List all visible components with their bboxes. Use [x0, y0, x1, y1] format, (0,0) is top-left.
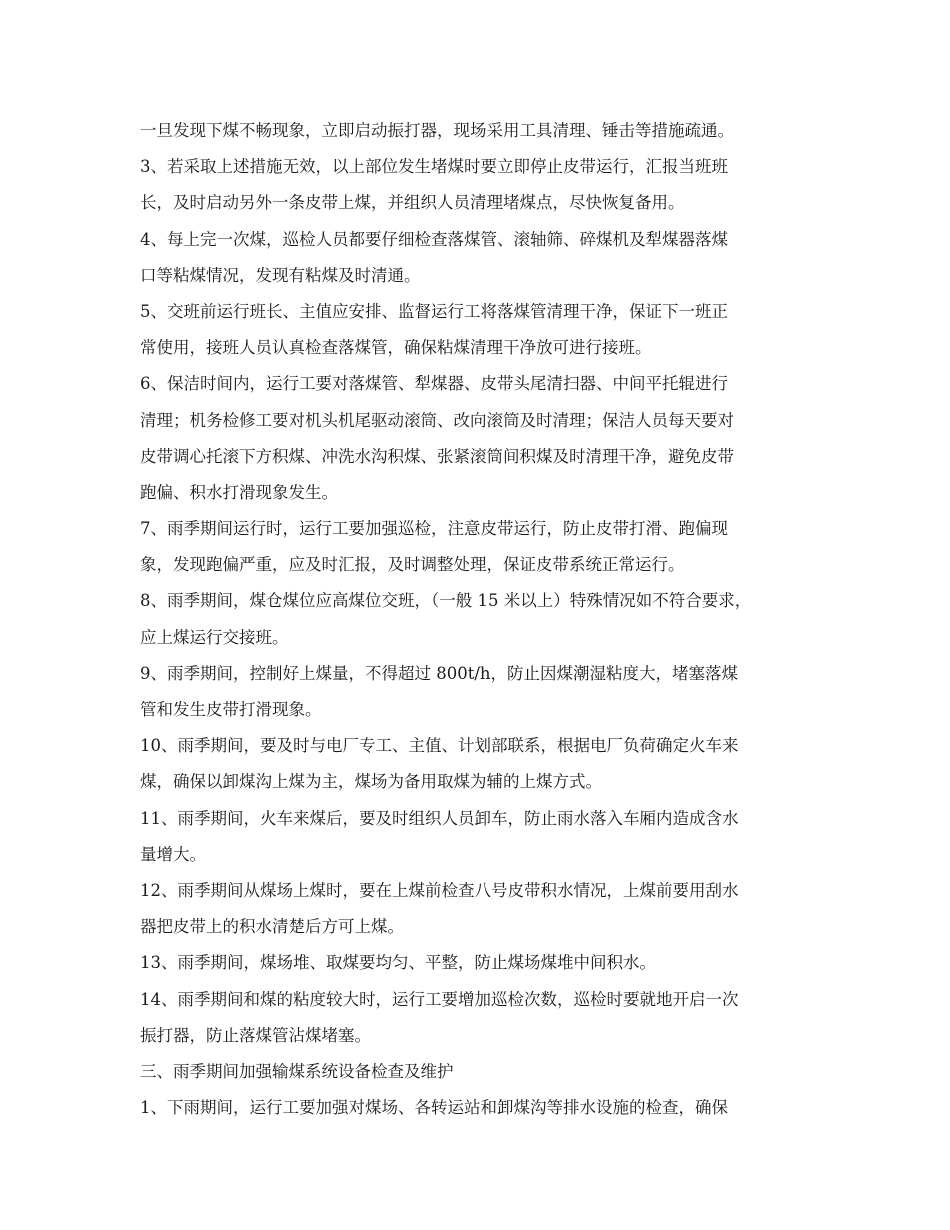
text-line: 11、雨季期间，火车来煤后，要及时组织人员卸车，防止雨水落入车厢内造成含水 — [140, 808, 739, 828]
section-heading: 三、雨季期间加强输煤系统设备检查及维护 — [140, 1061, 454, 1081]
text-line: 长，及时启动另外一条皮带上煤，并组织人员清理堵煤点，尽快恢复备用。 — [140, 193, 685, 213]
text-line: 跑偏、积水打滑现象发生。 — [140, 482, 338, 502]
text-line: 皮带调心托滚下方积煤、冲洗水沟积煤、张紧滚筒间积煤及时清理干净，避免皮带 — [140, 446, 734, 466]
text-line: 量增大。 — [140, 844, 206, 864]
text-line: 一旦发现下煤不畅现象，立即启动振打器，现场采用工具清理、锤击等措施疏通。 — [140, 121, 734, 140]
text-line: 12、雨季期间从煤场上煤时，要在上煤前检查八号皮带积水情况，上煤前要用刮水 — [140, 880, 739, 900]
text-line: 1、下雨期间，运行工要加强对煤场、各转运站和卸煤沟等排水设施的检查，确保 — [140, 1098, 728, 1118]
text-line: 5、交班前运行班长、主值应安排、监督运行工将落煤管清理干净，保证下一班正 — [140, 301, 728, 321]
text-line: 4、每上完一次煤，巡检人员都要仔细检查落煤管、滚轴筛、碎煤机及犁煤器落煤 — [140, 229, 728, 249]
text-line: 6、保洁时间内，运行工要对落煤管、犁煤器、皮带头尾清扫器、中间平托辊进行 — [140, 374, 728, 394]
text-line: 14、雨季期间和煤的粘度较大时，运行工要增加巡检次数，巡检时要就地开启一次 — [140, 989, 739, 1009]
text-line: 器把皮带上的积水清楚后方可上煤。 — [140, 917, 404, 937]
text-line: 清理；机务检修工要对机头机尾驱动滚筒、改向滚筒及时清理；保洁人员每天要对 — [140, 410, 734, 430]
text-line: 9、雨季期间，控制好上煤量，不得超过 800t/h，防止因煤潮湿粘度大，堵塞落煤 — [140, 663, 739, 683]
text-line: 3、若采取上述措施无效，以上部位发生堵煤时要立即停止皮带运行，汇报当班班 — [140, 157, 728, 177]
text-line: 7、雨季期间运行时，运行工要加强巡检，注意皮带运行，防止皮带打滑、跑偏现 — [140, 519, 728, 539]
text-line: 象，发现跑偏严重，应及时汇报，及时调整处理，保证皮带系统正常运行。 — [140, 555, 685, 575]
text-line: 煤，确保以卸煤沟上煤为主，煤场为备用取煤为辅的上煤方式。 — [140, 772, 602, 792]
text-line: 8、雨季期间，煤仓煤位应高煤位交班，（一般 15 米以上）特殊情况如不符合要求， — [140, 591, 752, 611]
text-line: 管和发生皮带打滑现象。 — [140, 700, 322, 719]
text-line: 口等粘煤情况，发现有粘煤及时清通。 — [140, 265, 421, 285]
text-line: 振打器，防止落煤管沾煤堵塞。 — [140, 1025, 371, 1045]
document-body — [140, 113, 830, 1126]
text-line: 常使用，接班人员认真检查落煤管，确保粘煤清理干净放可进行接班。 — [140, 338, 652, 358]
text-line: 应上煤运行交接班。 — [140, 627, 289, 647]
text-line: 13、雨季期间，煤场堆、取煤要均匀、平整，防止煤场煤堆中间积水。 — [140, 953, 656, 973]
text-line: 10、雨季期间，要及时与电厂专工、主值、计划部联系，根据电厂负荷确定火车来 — [140, 736, 739, 756]
